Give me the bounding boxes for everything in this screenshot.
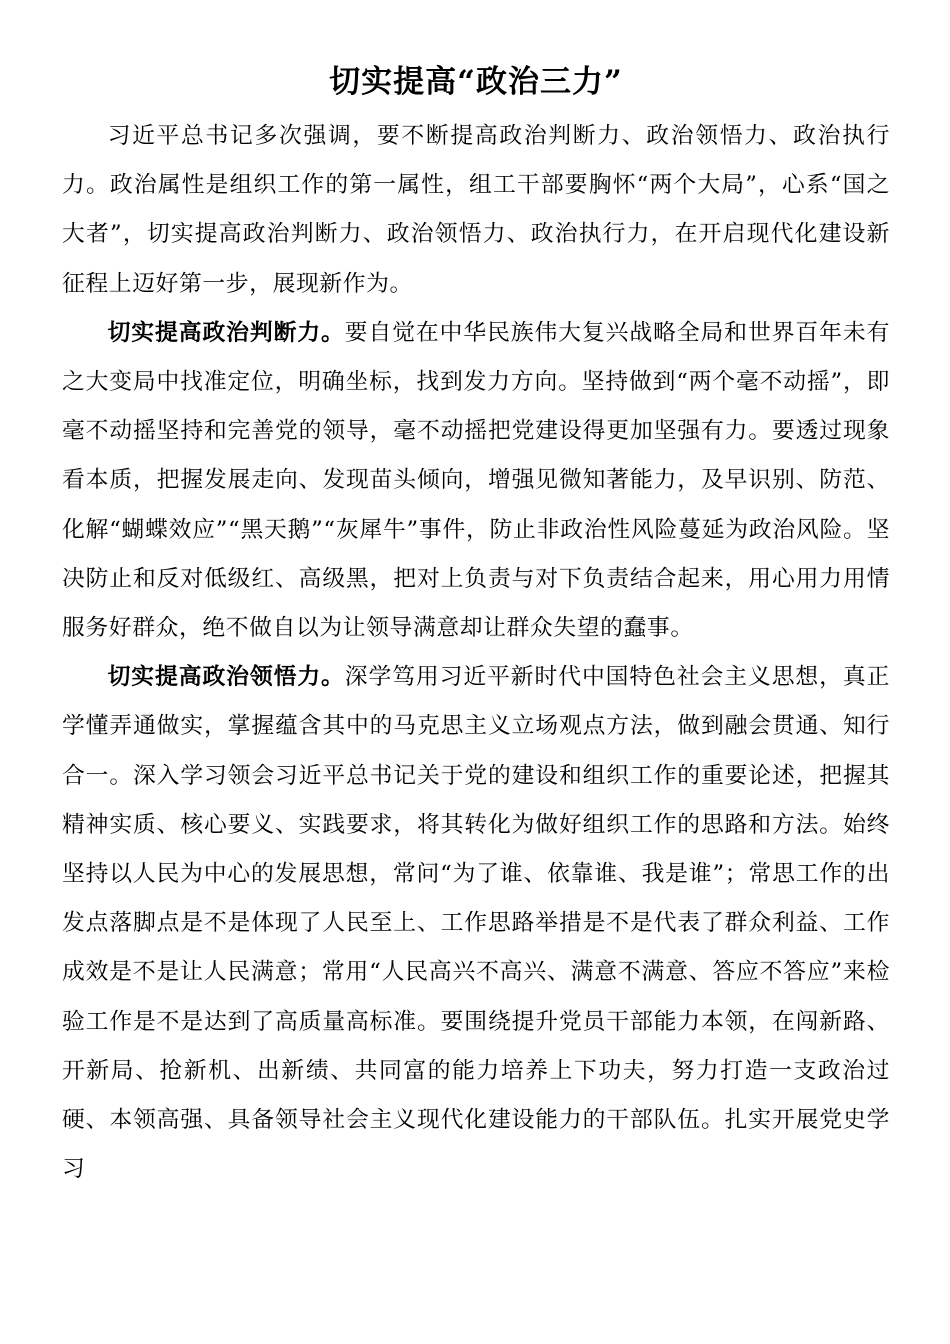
paragraph-text: 深学笃用习近平新时代中国特色社会主义思想，真正学懂弄通做实，掌握蕴含其中的马克思主义立场观点方法，做到融会贯通、知行合一。深入学习领会习近平总书记关于党的建设和组织工作的重要论述，把握其精神实质、核心要义、实践要求，将其转化为做好组织工作的思路和方法。始终坚持以人民为中心的发展思想，常问“为了谁、依靠谁、我是谁”；常思工作的出发点落脚点是不是体现了人民至上、工作思路举措是不是代表了群众利益、工作成效是不是让人民满意；常用“人民高兴不高兴、满意不满意、答应不答应”来检验工作是不是达到了高质量高标准。要围绕提升党员干部能力本领，在闯新路、开新局、抢新机、出新绩、共同富的能力培养上下功夫，努力打造一支政治过硬、本领高强、具备领导社会主义现代化建设能力的干部队伍。扎实开展党史学习 (62, 664, 890, 1183)
paragraph-political-judgment (62, 309, 890, 653)
paragraph-intro (62, 112, 890, 309)
paragraph-lead-heading: 切实提高政治判断力。 (107, 319, 345, 346)
paragraph-text: 要自觉在中华民族伟大复兴战略全局和世界百年未有之大变局中找准定位，明确坐标，找到发力方向。坚持做到“两个毫不动摇”，即毫不动摇坚持和完善党的领导，毫不动摇把党建设得更加坚强有力。要透过现象看本质，把握发展走向、发现苗头倾向，增强见微知著能力，及早识别、防范、化解“蝴蝶效应”“黑天鹅”“灰犀牛”事件，防止非政治性风险蔓延为政治风险。坚决防止和反对低级红、高级黑，把对上负责与对下负责结合起来，用心用力用情服务好群众，绝不做自以为让领导满意却让群众失望的蠢事。 (62, 319, 890, 642)
paragraph-lead-heading: 切实提高政治领悟力。 (107, 664, 345, 691)
paragraph-political-comprehension (62, 653, 890, 1194)
document-page (62, 58, 890, 1194)
paragraph-text: 习近平总书记多次强调，要不断提高政治判断力、政治领悟力、政治执行力。政治属性是组织工作的第一属性，组工干部要胸怀“两个大局”，心系“国之大者”，切实提高政治判断力、政治领悟力、政治执行力，在开启现代化建设新征程上迈好第一步，展现新作为。 (62, 123, 890, 297)
document-title: 切实提高“政治三力” (329, 64, 623, 100)
